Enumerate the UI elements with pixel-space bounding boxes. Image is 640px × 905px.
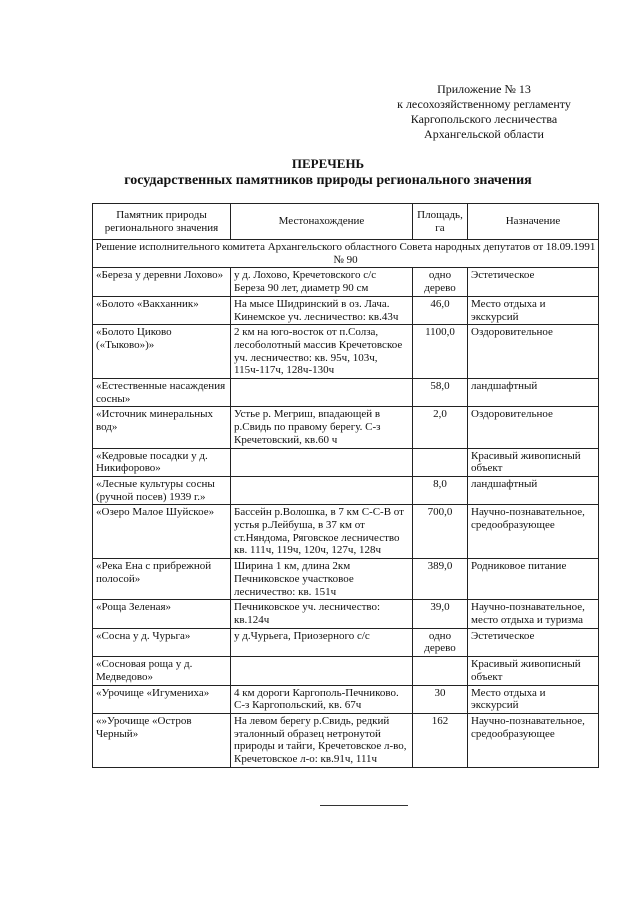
monument-name-cell: «Сосновая роща у д. Медведово»: [93, 657, 231, 685]
monument-name-cell: «Источник минеральных вод»: [93, 407, 231, 448]
area-cell: 162: [413, 713, 468, 767]
monument-name-cell: «Лесные культуры сосны (ручной посев) 1939 г.»: [93, 476, 231, 504]
location-cell: 4 км дороги Каргополь-Печниково. С-з Каргопольский, кв. 67ч: [231, 685, 413, 713]
location-cell: [231, 476, 413, 504]
table-row: [93, 657, 599, 685]
monuments-table: [92, 203, 599, 768]
area-cell: 389,0: [413, 559, 468, 600]
monument-name-cell: «Сосна у д. Чурьга»: [93, 628, 231, 656]
monument-name-cell: «Естественные насаждения сосны»: [93, 379, 231, 407]
monument-name-cell: «Болото «Вакханник»: [93, 296, 231, 324]
purpose-cell: Родниковое питание: [468, 559, 599, 600]
monument-name-cell: «Роща Зеленая»: [93, 600, 231, 628]
location-cell: Ширина 1 км, длина 2км Печниковское участковое лесничество: кв. 151ч: [231, 559, 413, 600]
area-cell: 30: [413, 685, 468, 713]
location-cell: На мысе Шидринский в оз. Лача. Кинемское уч. лесничество: кв.43ч: [231, 296, 413, 324]
area-cell: 2,0: [413, 407, 468, 448]
purpose-cell: ландшафтный: [468, 476, 599, 504]
appendix-region: Архангельской области: [424, 127, 544, 141]
header-purpose: Назначение: [468, 204, 599, 240]
area-cell: 1100,0: [413, 325, 468, 379]
area-cell: одно дерево: [413, 628, 468, 656]
location-cell: [231, 379, 413, 407]
table-row: [93, 559, 599, 600]
appendix-regulation: к лесохозяйственному регламенту: [397, 97, 571, 111]
table-row: [93, 296, 599, 324]
appendix-number: Приложение № 13: [437, 82, 531, 96]
purpose-cell: Место отдыха и экскурсий: [468, 296, 599, 324]
table-header-row: [93, 204, 599, 240]
decision-text: Решение исполнительного комитета Архангельского областного Совета народных депутатов от 18.09.1991 № 90: [93, 240, 599, 268]
table-row: [93, 476, 599, 504]
purpose-cell: Научно-познавательное, место отдыха и туризма: [468, 600, 599, 628]
table-row: [93, 407, 599, 448]
footer-divider: [320, 805, 408, 806]
area-cell: [413, 657, 468, 685]
location-cell: Бассейн р.Волошка, в 7 км С-С-В от устья р.Лейбуша, в 37 км от ст.Няндома, Ряговское лесничество кв. 111ч, 119ч, 120ч, 127ч, 128ч: [231, 505, 413, 559]
purpose-cell: ландшафтный: [468, 379, 599, 407]
table-row: [93, 685, 599, 713]
area-cell: 46,0: [413, 296, 468, 324]
monument-name-cell: «Кедровые посадки у д. Никифорово»: [93, 448, 231, 476]
title-list: ПЕРЕЧЕНЬ: [291, 156, 365, 171]
area-cell: 8,0: [413, 476, 468, 504]
monument-name-cell: «»Урочище «Остров Черный»: [93, 713, 231, 767]
area-cell: [413, 448, 468, 476]
purpose-cell: Научно-познавательное, средообразующее: [468, 713, 599, 767]
purpose-cell: Красивый живописный объект: [468, 657, 599, 685]
table-row: [93, 268, 599, 296]
location-cell: у д.Чурьега, Приозерного с/с: [231, 628, 413, 656]
header-area: Площадь, га: [413, 204, 468, 240]
monument-name-cell: «Озеро Малое Шуйское»: [93, 505, 231, 559]
purpose-cell: Эстетическое: [468, 628, 599, 656]
location-cell: [231, 448, 413, 476]
table-row: [93, 505, 599, 559]
purpose-cell: Красивый живописный объект: [468, 448, 599, 476]
location-cell: На левом берегу р.Свидь, редкий эталонный образец нетронутой природы и тайги, Кречетовское л-во, Кречетовское л-о: кв.91ч, 111ч: [231, 713, 413, 767]
table-row: [93, 600, 599, 628]
table-row: [93, 713, 599, 767]
area-cell: 700,0: [413, 505, 468, 559]
area-cell: 58,0: [413, 379, 468, 407]
purpose-cell: Оздоровительное: [468, 325, 599, 379]
title-subject: государственных памятников природы регионального значения: [124, 173, 532, 188]
purpose-cell: Оздоровительное: [468, 407, 599, 448]
purpose-cell: Научно-познавательное, средообразующее: [468, 505, 599, 559]
monument-name-cell: «Болото Циково («Тыково»)»: [93, 325, 231, 379]
appendix-header: [340, 82, 628, 142]
area-cell: одно дерево: [413, 268, 468, 296]
location-cell: Печниковское уч. лесничество: кв.124ч: [231, 600, 413, 628]
header-monument: Памятник природы регионального значения: [93, 204, 231, 240]
purpose-cell: Эстетическое: [468, 268, 599, 296]
location-cell: [231, 657, 413, 685]
table-row: [93, 628, 599, 656]
area-cell: 39,0: [413, 600, 468, 628]
monument-name-cell: «Урочище «Игумениха»: [93, 685, 231, 713]
header-location: Местонахождение: [231, 204, 413, 240]
monument-name-cell: «Береза у деревни Лохово»: [93, 268, 231, 296]
location-cell: у д. Лохово, Кречетовского с/с Береза 90 лет, диаметр 90 см: [231, 268, 413, 296]
location-cell: 2 км на юго-восток от п.Солза, лесоболотный массив Кречетовское уч. лесничество: кв. 95ч, 103ч, 115ч-117ч, 128ч-130ч: [231, 325, 413, 379]
appendix-forestry: Каргопольского лесничества: [410, 112, 558, 126]
table-row: [93, 448, 599, 476]
table-row: [93, 325, 599, 379]
document-title: [90, 156, 566, 190]
decision-row: [93, 240, 599, 268]
monument-name-cell: «Река Ена с прибрежной полосой»: [93, 559, 231, 600]
location-cell: Устье р. Мегриш, впадающей в р.Свидь по правому берегу. С-з Кречетовский, кв.60 ч: [231, 407, 413, 448]
purpose-cell: Место отдыха и экскурсий: [468, 685, 599, 713]
table-row: [93, 379, 599, 407]
